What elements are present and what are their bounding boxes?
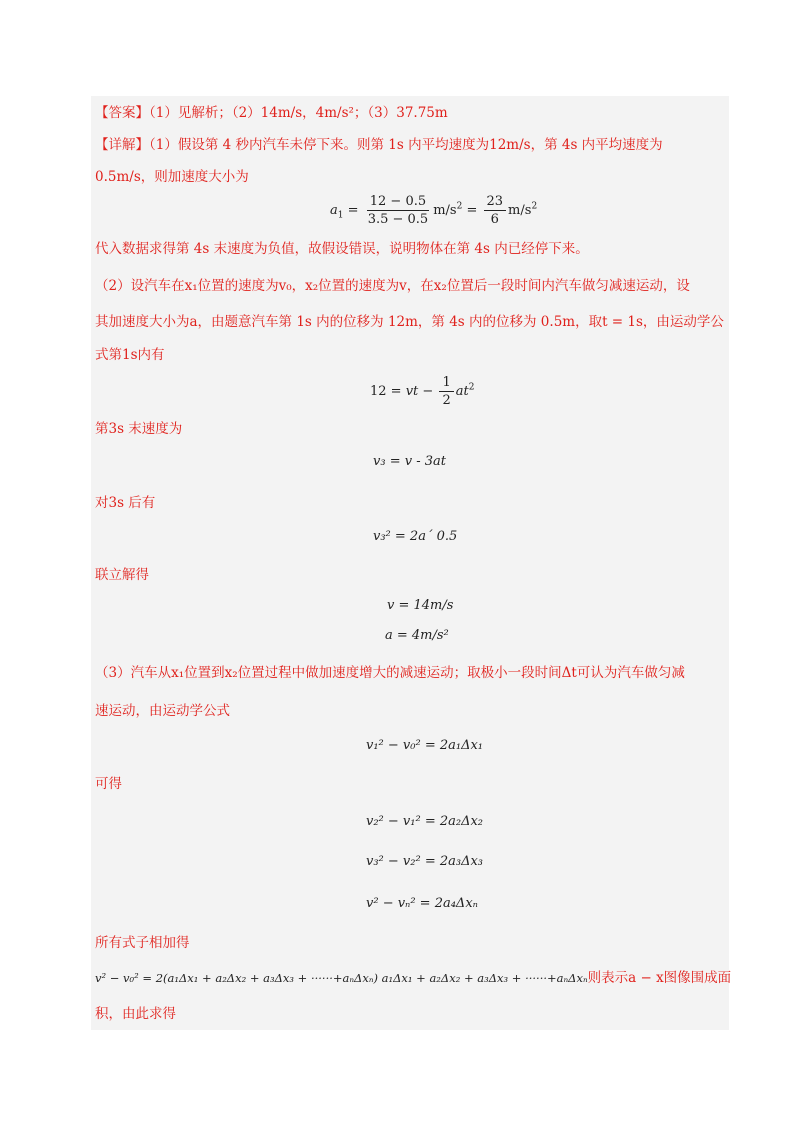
detail-p3-line5-text: 则表示a − x图像围成面 [587,970,732,986]
detail-p2-line3: 式第1s内有 [95,347,165,363]
answer-text: （1）见解析；（2）14m/s，4m/s²；（3）37.75m [149,105,448,121]
detail-line-1 [95,136,663,154]
equation-a-result: a = 4m/s² [385,628,449,643]
detail-p2-line5: 对3s 后有 [95,495,156,511]
detail-p2-line2: 其加速度大小为a，由题意汽车第 1s 内的位移为 12m，第 4s 内的位移为 0.5m，取t = 1s，由运动学公 [95,314,724,330]
detail-p3-line4: 所有式子相加得 [95,935,190,951]
equation-step-n: v² − vₙ² = 2a₄Δxₙ [366,896,478,911]
answer-label: 【答案】 [95,105,149,121]
detail-p2-line4: 第3s 末速度为 [95,421,183,437]
detail-p1-line3: 代入数据求得第 4s 末速度为负值，故假设错误，说明物体在第 4s 内已经停下来。 [95,241,589,257]
detail-p2-line6: 联立解得 [95,567,149,583]
equation-v3-squared: v₃² = 2a´ 0.5 [373,529,458,544]
detail-p3-line1: （3）汽车从x₁位置到x₂位置过程中做加速度增大的减速运动；取极小一段时间Δt可认为汽车做匀减 [95,665,685,681]
equation-step-3: v₃² − v₂² = 2a₃Δx₃ [366,854,484,869]
detail-label: 【详解】 [95,137,149,153]
detail-p3-line3: 可得 [95,776,122,792]
detail-p1-line1: （1）假设第 4 秒内汽车未停下来。则第 1s 内平均速度为12m/s，第 4s 内平均速度为 [149,137,663,153]
equation-sum: v² − v₀² = 2(a₁Δx₁ + a₂Δx₂ + a₃Δx₃ + ······+aₙΔxₙ) a₁Δx₁ + a₂Δx₂ + a₃Δx₃ + ······+aₙΔxₙ [95,971,588,985]
equation-step-1: v₁² − v₀² = 2a₁Δx₁ [366,738,484,753]
detail-p1-line2: 0.5m/s，则加速度大小为 [95,169,249,185]
equation-acceleration: $a_1$ = $\frac{12 - 0.5}{3.5 - 0.5}$ $m/s^2$ = $\frac{23}{6}$ $m/s^2$ [330,194,538,227]
detail-p3-line5 [95,969,731,987]
solution-panel [91,96,729,1030]
detail-p3-line2: 速运动，由运动学公式 [95,703,230,719]
equation-v-result: v = 14m/s [387,598,454,613]
detail-p3-line6: 积，由此求得 [95,1006,176,1022]
detail-p2-line1: （2）设汽车在x₁位置的速度为v₀，x₂位置的速度为v，在x₂位置后一段时间内汽车做匀减速运动，设 [95,278,690,294]
answer-line [95,104,448,122]
equation-displacement: 12 = vt − $\frac{1}{2}$ $at^2$ [370,375,475,408]
equation-v3: v₃ = v - 3at [373,454,446,469]
equation-step-2: v₂² − v₁² = 2a₂Δx₂ [366,814,484,829]
